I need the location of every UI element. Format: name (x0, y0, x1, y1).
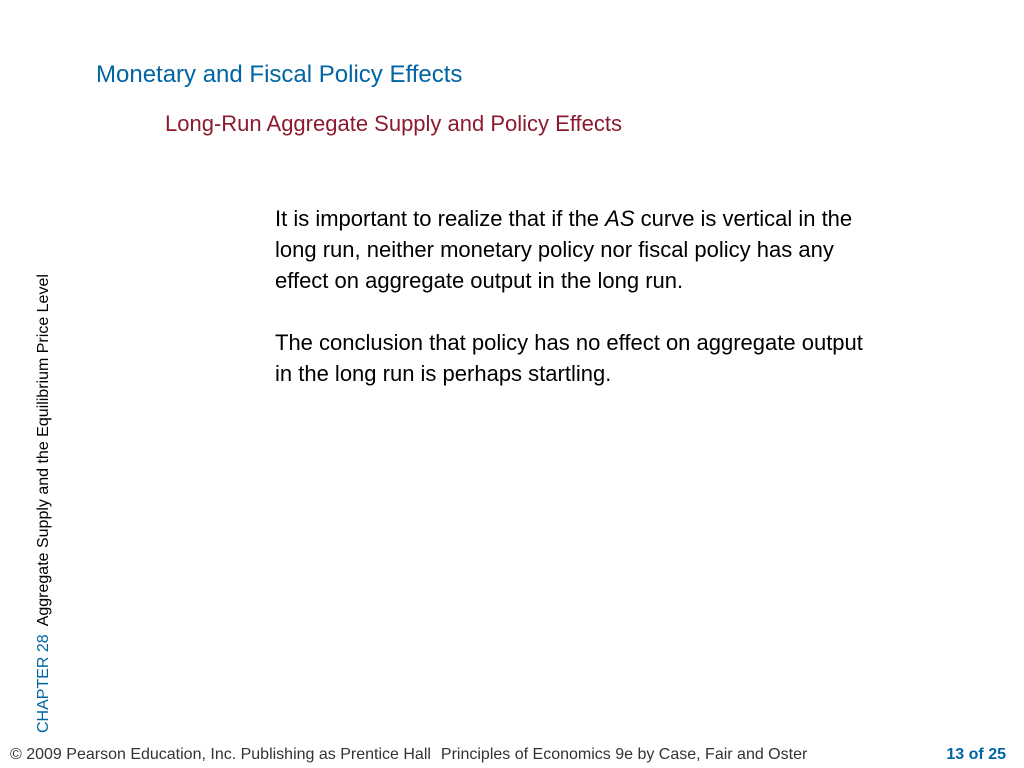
body-paragraph-1 (275, 203, 865, 296)
paragraph-1-text-start: It is important to realize that if the (275, 206, 606, 231)
book-credit: Principles of Economics 9e by Case, Fair and Oster (440, 746, 808, 763)
footer-credits (10, 745, 807, 765)
chapter-number: CHAPTER 28 (35, 634, 52, 733)
paragraph-1-text-end: curve is vertical in the long run, neither monetary policy nor fiscal policy has any effect on aggregate output in the long run. (275, 206, 853, 293)
page-number: 13 of 25 (946, 746, 1006, 763)
slide-subtitle: Long-Run Aggregate Supply and Policy Effects (165, 111, 623, 136)
slide-title: Monetary and Fiscal Policy Effects (96, 61, 463, 88)
slide-body (275, 203, 865, 389)
chapter-side-label (34, 274, 54, 733)
body-paragraph-2: The conclusion that policy has no effect on aggregate output in the long run is perhaps startling. (275, 330, 863, 386)
copyright-notice: © 2009 Pearson Education, Inc. Publishing as Prentice Hall (10, 746, 431, 763)
chapter-title: Aggregate Supply and the Equilibrium Price Level (35, 274, 52, 627)
as-term: AS (605, 206, 635, 231)
